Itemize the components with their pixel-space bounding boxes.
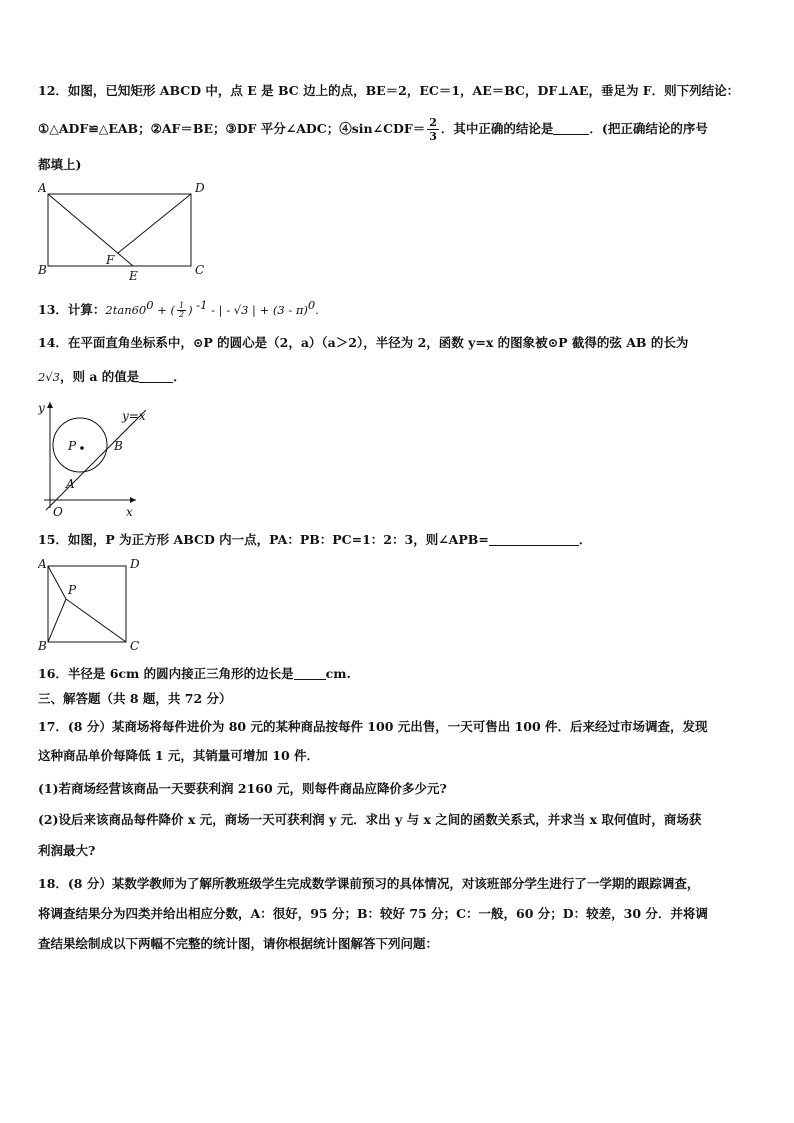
q13-term5: .: [315, 303, 319, 318]
section3-title: 三、解答题（共 8 题，共 72 分）: [38, 691, 232, 706]
q13-term1: 2tan60: [105, 303, 147, 318]
q12-line2: [38, 116, 760, 143]
label-e: E: [129, 269, 138, 280]
segment-df: [118, 194, 191, 253]
label-b: B: [38, 263, 47, 277]
q13-sup0b: 0: [307, 298, 316, 312]
label-p: P: [68, 439, 77, 453]
x-axis-arrow: [130, 497, 136, 503]
label-d: D: [195, 181, 205, 195]
label-c: C: [130, 639, 140, 652]
q18-line1: 18．(8 分）某数学教师为了解所教班级学生完成数学课前预习的具体情况，对该班部分学生进行了一学期的跟踪调查，: [38, 876, 700, 891]
q12-line1: 12．如图，已知矩形 ABCD 中，点 E 是 BC 边上的点，BE＝2，EC＝1，AE＝BC，DF⊥AE，垂足为 F．则下列结论：: [38, 83, 740, 98]
segment-ae: [48, 194, 133, 266]
q13-term2: + (: [153, 303, 176, 318]
q18-line2: 将调查结果分为四类并给出相应分数，A：很好，95 分；B：较好 75 分；C：一般，60 分；D：较差，30 分．并将调: [38, 906, 708, 921]
center-p-dot: [80, 446, 84, 450]
q12-frac-den: 3: [429, 130, 437, 143]
label-b-point: B: [114, 439, 123, 453]
q12-fraction: [427, 116, 439, 143]
q15-end: ．: [578, 532, 592, 547]
q13-half-num: 1: [179, 301, 185, 311]
segment-pc: [66, 599, 126, 642]
y-axis-arrow: [47, 402, 53, 408]
q16-unit: cm.: [325, 666, 351, 681]
label-y-eq-x: y=x: [122, 409, 146, 423]
q14-line1: 14．在平面直角坐标系中，⊙P 的圆心是（2，a）（a＞2），半径为 2，函数 y=x 的图象被⊙P 截得的弦 AB 的长为: [38, 335, 689, 350]
label-c: C: [195, 263, 205, 277]
q14-end: ．: [173, 369, 186, 384]
q12-answer-blank[interactable]: [553, 122, 589, 135]
label-x: x: [126, 505, 133, 518]
q13-label: 13．计算：: [38, 302, 106, 318]
q15-square-figure: [38, 556, 148, 652]
segment-pb: [48, 599, 66, 642]
q15-line1: [38, 531, 760, 549]
q17-part2-line1: (2)设后来该商品每件降价 x 元，商场一天可获利润 y 元．求出 y 与 x 之间的函数关系式，并求当 x 取何值时，商场获: [38, 812, 702, 827]
label-p: P: [68, 583, 77, 597]
q13-sup0: 0: [146, 298, 154, 312]
label-a: A: [38, 557, 47, 571]
q15-answer-blank[interactable]: [489, 533, 579, 546]
q12-conclusions: ①△ADF≌△EAB；②AF＝BE；③DF 平分∠ADC；④sin∠CDF＝: [38, 121, 426, 136]
circle-p: [53, 418, 107, 472]
q13-term3: ): [188, 303, 193, 318]
q13-sup-neg1: -1: [192, 298, 208, 312]
q13-line: [38, 296, 760, 319]
q18-line3: 查结果绘制成以下两幅不完整的统计图，请你根据统计图解答下列问题：: [38, 936, 439, 951]
q12-instruction: ．(把正确结论的序号: [589, 121, 708, 136]
label-a-point: A: [66, 477, 75, 491]
q15-question: 15．如图，P 为正方形 ABCD 内一点，PA：PB：PC=1：2：3，则∠APB=: [38, 532, 489, 547]
q16-answer-blank[interactable]: [294, 667, 326, 680]
q13-half-den: 2: [179, 310, 185, 320]
label-a: A: [38, 181, 47, 195]
label-d: D: [130, 557, 140, 571]
q17-part2-line2: 利润最大?: [38, 843, 96, 858]
square-abcd: [48, 566, 126, 642]
q14-coordinate-figure: [38, 396, 158, 518]
segment-pa: [48, 566, 66, 599]
q16-line: [38, 665, 760, 683]
q14-chord-length: 2√3: [38, 370, 60, 384]
q13-term4: - | - √3 | + (3 - π): [207, 303, 308, 318]
q17-line1: 17．(8 分）某商场将每件进价为 80 元的某种商品按每件 100 元出售，一天可售出 100 件．后来经过市场调查，发现: [38, 719, 708, 734]
label-o: O: [53, 505, 63, 518]
q14-line2: [38, 368, 760, 386]
q14-answer-blank[interactable]: [139, 370, 173, 383]
q12-line3: 都填上): [38, 157, 82, 172]
label-f: F: [106, 253, 115, 267]
label-y: y: [38, 401, 45, 415]
q17-line2: 这种商品单价每降低 1 元，其销量可增加 10 件．: [38, 748, 320, 763]
q13-half: [177, 302, 186, 319]
q12-question: ．其中正确的结论是: [440, 121, 554, 136]
label-b: B: [38, 639, 47, 652]
line-y-equals-x: [46, 410, 146, 510]
q14-question: ，则 a 的值是: [59, 369, 140, 384]
q16-question: 16．半径是 6cm 的圆内接正三角形的边长是: [38, 666, 294, 681]
q12-frac-num: 2: [429, 116, 437, 129]
q17-part1: (1)若商场经营该商品一天要获利润 2160 元，则每件商品应降价多少元?: [38, 781, 447, 796]
q12-rectangle-figure: [38, 180, 208, 280]
